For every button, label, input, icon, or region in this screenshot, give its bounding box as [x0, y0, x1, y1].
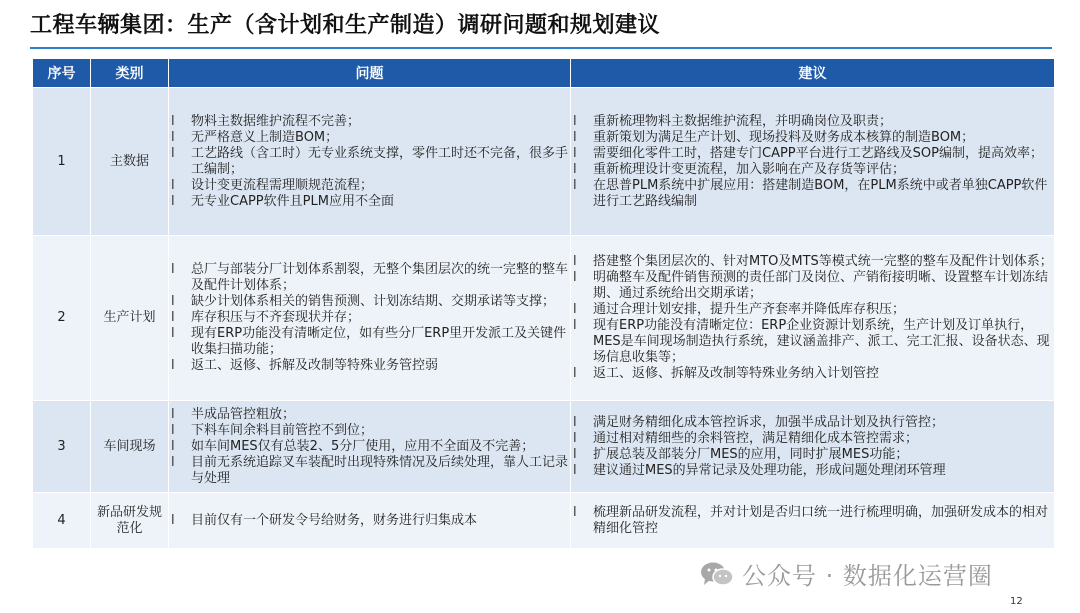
bullet-marker: l [573, 430, 577, 446]
list-item-text: 搭建整个集团层次的、针对MTO及MTS等模式统一完整的整车及配件计划体系； [593, 254, 1053, 269]
list-item [169, 326, 570, 358]
bullet-marker: l [171, 113, 175, 129]
list-item-text: 目前仅有一个研发令号给财务，财务进行归集成本 [191, 512, 478, 528]
list-item [571, 178, 1054, 210]
bullet-list [571, 415, 1054, 479]
row-number: 3 [33, 401, 91, 493]
page-number: 12 [1010, 596, 1023, 607]
list-item-text: 返工、返修、拆解及改制等特殊业务管控弱 [191, 358, 439, 373]
list-item-text: 如车间MES仅有总装2、5分厂使用，应用不全面及不完善； [191, 438, 535, 454]
list-item [169, 455, 570, 487]
list-item-text: 无严格意义上制造BOM； [191, 129, 339, 145]
list-item [571, 130, 1054, 146]
bullet-marker: l [171, 193, 175, 209]
list-item [169, 262, 570, 294]
problems-cell [169, 493, 571, 549]
watermark-text: 公众号 · 数据化运营圈 [742, 562, 993, 590]
bullet-list [169, 407, 570, 487]
list-item [571, 270, 1054, 302]
bullet-marker: l [171, 454, 175, 470]
bullet-marker: l [573, 462, 577, 478]
title-divider [30, 47, 1052, 49]
list-item-text: 现有ERP功能没有清晰定位，如有些分厂ERP里开发派工及关键件收集扫描功能； [191, 326, 567, 357]
bullet-marker: l [573, 270, 577, 285]
list-item [169, 178, 570, 194]
list-item-text: 满足财务精细化成本管控诉求，加强半成品计划及执行管控； [593, 414, 945, 430]
list-item-text: 梳理新品研发流程，并对计划是否归口统一进行梳理明确，加强研发成本的相对精细化管控 [593, 504, 1049, 536]
bullet-list [571, 505, 1054, 537]
bullet-marker: l [573, 113, 577, 129]
table-row [33, 236, 1055, 401]
list-item-text: 需要细化零件工时，搭建专门CAPP平台进行工艺路线及SOP编制，提高效率； [593, 145, 1043, 161]
list-item [571, 415, 1054, 431]
list-item-text: 建议通过MES的异常记录及处理功能，形成问题处理闭环管理 [593, 462, 946, 478]
list-item-text: 现有ERP功能没有清晰定位：ERP企业资源计划系统，生产计划及订单执行，MES是车间现场制造执行系统，建议涵盖排产、派工、完工汇报、设备状态、现场信息收集等； [593, 318, 1050, 365]
list-item [169, 423, 570, 439]
bullet-marker: l [573, 302, 577, 317]
list-item [169, 130, 570, 146]
bullet-marker: l [171, 326, 175, 341]
header-problem: 问题 [169, 59, 571, 88]
list-item [571, 254, 1054, 270]
bullet-marker: l [171, 438, 175, 454]
list-item [169, 294, 570, 310]
bullet-marker: l [573, 161, 577, 177]
list-item-text: 目前无系统追踪叉车装配时出现特殊情况及后续处理，靠人工记录与处理 [191, 454, 569, 486]
list-item [169, 407, 570, 423]
list-item-text: 重新梳理物料主数据维护流程，并明确岗位及职责； [593, 113, 893, 129]
list-item-text: 扩展总装及部装分厂MES的应用，同时扩展MES功能； [593, 446, 909, 462]
list-item-text: 物料主数据维护流程不完善； [191, 113, 361, 129]
bullet-list [169, 114, 570, 210]
list-item-text: 在思普PLM系统中扩展应用：搭建制造BOM，在PLM系统中或者单独CAPP软件进行工艺路线编制 [593, 177, 1048, 209]
bullet-marker: l [171, 145, 175, 161]
list-item [571, 463, 1054, 479]
list-item [169, 310, 570, 326]
bullet-marker: l [573, 366, 577, 381]
row-category: 主数据 [91, 88, 169, 236]
list-item [571, 162, 1054, 178]
table-row [33, 401, 1055, 493]
table-header-row [33, 59, 1055, 88]
bullet-marker: l [573, 129, 577, 145]
row-number: 1 [33, 88, 91, 236]
header-suggestion: 建议 [571, 59, 1055, 88]
bullet-list [169, 513, 570, 529]
list-item [571, 447, 1054, 463]
watermark [700, 556, 993, 591]
bullet-marker: l [573, 177, 577, 193]
suggestions-cell [571, 493, 1055, 549]
list-item-text: 半成品管控粗放； [191, 406, 296, 422]
list-item [169, 146, 570, 178]
list-item-text: 返工、返修、拆解及改制等特殊业务纳入计划管控 [593, 366, 880, 381]
bullet-marker: l [171, 310, 175, 325]
list-item-text: 设计变更流程需理顺规范流程； [191, 177, 374, 193]
list-item-text: 明确整车及配件销售预测的责任部门及岗位、产销衔接明晰、设置整车计划冻结期、通过系统给出交期承诺； [593, 270, 1049, 301]
list-item-text: 重新梳理设计变更流程，加入影响在产及存货等评估； [593, 161, 906, 177]
list-item [571, 114, 1054, 130]
list-item [571, 505, 1054, 537]
row-number: 4 [33, 493, 91, 549]
page-title: 工程车辆集团：生产（含计划和生产制造）调研问题和规划建议 [30, 13, 661, 38]
bullet-marker: l [573, 318, 577, 333]
bullet-marker: l [171, 294, 175, 309]
row-number: 2 [33, 236, 91, 401]
list-item [169, 513, 570, 529]
list-item [571, 302, 1054, 318]
row-category: 新品研发规范化 [91, 493, 169, 549]
list-item-text: 通过相对精细些的余料管控，满足精细化成本管控需求； [593, 430, 919, 446]
row-category: 生产计划 [91, 236, 169, 401]
problems-cell [169, 88, 571, 236]
bullet-marker: l [171, 129, 175, 145]
bullet-marker: l [171, 406, 175, 422]
list-item [571, 366, 1054, 382]
header-category: 类别 [91, 59, 169, 88]
list-item-text: 无专业CAPP软件且PLM应用不全面 [191, 193, 394, 209]
list-item [169, 114, 570, 130]
problems-cell [169, 401, 571, 493]
list-item-text: 总厂与部装分厂计划体系割裂，无整个集团层次的统一完整的整车及配件计划体系； [191, 262, 569, 293]
table-row [33, 493, 1055, 549]
suggestions-cell [571, 401, 1055, 493]
bullet-marker: l [171, 177, 175, 193]
list-item-text: 下料车间余料目前管控不到位； [191, 422, 374, 438]
suggestions-cell [571, 236, 1055, 401]
list-item [169, 358, 570, 374]
bullet-marker: l [171, 512, 175, 528]
header-no: 序号 [33, 59, 91, 88]
table-row [33, 88, 1055, 236]
wechat-icon [700, 561, 734, 587]
bullet-list [571, 254, 1054, 382]
bullet-marker: l [171, 262, 175, 277]
list-item-text: 缺少计划体系相关的销售预测、计划冻结期、交期承诺等支撑； [191, 294, 556, 309]
bullet-marker: l [573, 446, 577, 462]
bullet-list [169, 262, 570, 374]
bullet-list [571, 114, 1054, 210]
bullet-marker: l [573, 414, 577, 430]
list-item-text: 库存积压与不齐套现状并存； [191, 310, 361, 325]
issues-table [32, 58, 1055, 549]
bullet-marker: l [171, 422, 175, 438]
bullet-marker: l [573, 145, 577, 161]
list-item [169, 194, 570, 210]
list-item [169, 439, 570, 455]
list-item [571, 431, 1054, 447]
list-item-text: 重新策划为满足生产计划、现场投料及财务成本核算的制造BOM； [593, 129, 975, 145]
bullet-marker: l [573, 254, 577, 269]
row-category: 车间现场 [91, 401, 169, 493]
list-item-text: 通过合理计划安排，提升生产齐套率并降低库存积压； [593, 302, 906, 317]
suggestions-cell [571, 88, 1055, 236]
list-item [571, 318, 1054, 366]
problems-cell [169, 236, 571, 401]
bullet-marker: l [171, 358, 175, 373]
bullet-marker: l [573, 504, 577, 520]
list-item-text: 工艺路线（含工时）无专业系统支撑，零件工时还不完备，很多手工编制； [191, 145, 569, 177]
list-item [571, 146, 1054, 162]
